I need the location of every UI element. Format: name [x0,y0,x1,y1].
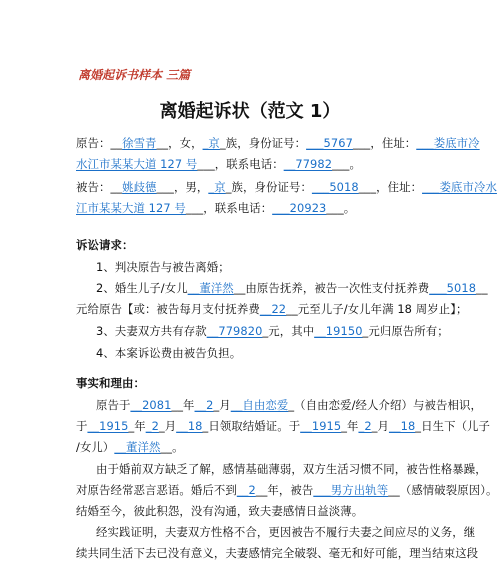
text-segment: __年 [171,398,195,412]
text-segment: 4、本案诉讼费由被告负担。 [96,346,242,360]
filled-field: _2 [358,419,372,433]
plaintiff-line-2 [76,154,436,174]
text-segment: _族，身份证号： [219,136,307,150]
text-segment: _族，身份证号： [225,180,312,194]
text-segment: ___，联系电话： [197,157,284,171]
filled-field: ___5018 [311,180,359,194]
filled-field: __2081 [130,398,172,412]
text-segment: ___。 [332,157,361,171]
filled-field: _京 [208,180,226,194]
text-segment: __，女， [156,136,203,150]
facts-line-7 [96,522,476,542]
text-segment: _（自由恋爱/经人介绍）与被告相识， [288,398,482,412]
defendant-line-1 [76,177,497,197]
facts-line-6 [76,501,436,521]
filled-field: ___5018 [429,281,477,295]
text-segment: __ [110,136,123,150]
text-segment: _月 [371,419,389,433]
text-segment: ___，住址： [358,180,423,194]
text-segment: __ [110,180,123,194]
text-segment: __ [476,281,488,295]
text-segment: 被告： [76,180,111,194]
text-segment: 由于婚前双方缺乏了解，感情基础薄弱，双方生活习惯不同，被告性格暴躁， [96,462,487,476]
filled-field: 姚歧德 [122,180,157,194]
text-segment: ___，住址： [352,136,417,150]
text-segment: ___，男， [156,180,209,194]
text-segment: 续共同生活下去已没有意义，夫妻感情完全破裂、毫无和好可能，理当结束这段 [76,546,479,560]
text-segment: 1、判决原告与被告离婚； [96,260,230,274]
filled-field: ___男方出轨等 [313,483,389,497]
filled-field: __19150 [314,324,363,338]
filled-field: __自由恋爱 [230,398,289,412]
text-segment: ___，联系电话： [185,201,273,215]
filled-field: 水江市某某大道 127 号 [76,157,198,171]
filled-field: 江市某某大道 127 号 [76,201,186,215]
filled-field: _京 [202,136,220,150]
facts-line-5 [76,480,498,500]
filled-field: ___20923 [272,201,327,215]
text-segment: 经实践证明，夫妻双方性格不合，更因被告不履行夫妻之间应尽的义务，继 [96,525,476,539]
filled-field: __1915 [300,419,342,433]
text-segment: _日生下（儿子 [415,419,491,433]
claim-4 [96,343,456,363]
plaintiff-line-1 [76,133,480,153]
text-segment: /女儿） [76,440,115,454]
article-heading: 离婚起诉书样本 三篇 [78,68,191,82]
text-segment: 诉讼请求： [76,238,134,252]
text-segment: _月 [213,398,231,412]
facts-line-4 [96,459,487,479]
text-segment: __由原告抚养，被告一次性支付抚养费 [233,281,430,295]
text-segment: 对原告经常恶言恶语。婚后不到 [76,483,237,497]
text-segment: _年 [341,419,359,433]
text-segment: _元归原告所有； [362,324,449,338]
filled-field: __1915 [87,419,129,433]
text-segment: 3、夫妻双方共有存款 [96,324,207,338]
text-segment: 原告于 [96,398,131,412]
defendant-line-2 [76,198,436,218]
text-segment: 于 [76,419,88,433]
filled-field: 徐雪青 [122,136,157,150]
filled-field: ___5767 [306,136,353,150]
text-segment: 原告： [76,136,111,150]
claim-2-continued [76,299,468,319]
filled-field: ___娄底市冷水 [422,180,497,194]
facts-line-2 [76,416,491,436]
filled-field: _2 [145,419,159,433]
text-segment: __。 [160,440,184,454]
text-segment: _年 [128,419,146,433]
filled-field: __77982 [283,157,333,171]
facts-line-3 [76,437,436,457]
text-segment: ___。 [326,201,356,215]
claim-1 [96,257,456,277]
filled-field: __779820 [206,324,263,338]
facts-line-1 [96,395,482,415]
text-segment: __元至儿子/女儿年满 18 周岁止】； [286,302,468,316]
filled-field: __2 [194,398,214,412]
claim-2 [96,278,488,298]
filled-field: __董洋然 [114,440,161,454]
claim-3 [96,321,456,341]
filled-field: __2 [236,483,256,497]
text-segment: 事实和理由： [76,376,145,390]
filled-field: __18 [176,419,203,433]
text-segment: _月 [158,419,177,433]
filled-field: ___娄底市冷 [416,136,480,150]
text-segment: __年，被告 [255,483,314,497]
text-segment: 2、婚生儿子/女儿 [96,281,188,295]
facts-heading [76,373,436,393]
claims-heading [76,235,436,255]
filled-field: __董洋然 [187,281,234,295]
filled-field: __18 [389,419,416,433]
text-segment: 元给原告【或：被告每月支付抚养费 [76,302,260,316]
document-title: 离婚起诉状（范文 1） [159,101,341,122]
text-segment: 结婚至今，彼此积怨，没有沟通，致夫妻感情日益淡薄。 [76,504,364,518]
text-segment: _日领取结婚证。于 [202,419,301,433]
text-segment: __（感情破裂原因）。 [388,483,498,497]
filled-field: __22 [259,302,287,316]
facts-line-8 [76,543,479,563]
text-segment: _元，其中 [262,324,315,338]
